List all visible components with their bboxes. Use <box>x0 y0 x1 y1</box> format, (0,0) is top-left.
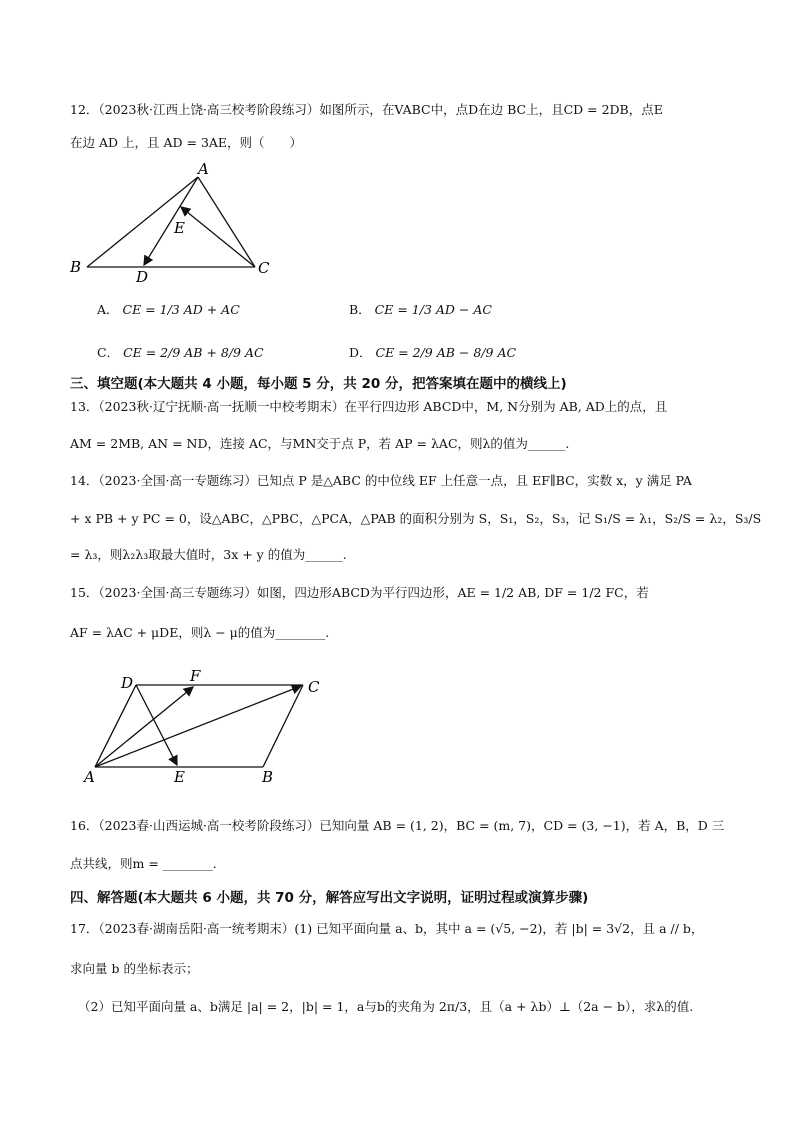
q12-triangle-figure <box>60 155 290 285</box>
q15-label-e: E <box>174 768 185 785</box>
q15-vector-de <box>136 685 177 765</box>
section4-heading: 四、解答题(本大题共 6 小题，共 70 分，解答应写出文字说明，证明过程或演算步骤) <box>70 890 589 906</box>
q16-line2: 点共线，则m = ________. <box>70 856 217 871</box>
q12-option-c[interactable] <box>97 343 264 361</box>
q12-line2: 在边 AD 上，且 AD = 3AE，则（ ） <box>70 135 303 150</box>
option-expr: CE = 2/9 AB − 8/9 AC <box>375 345 517 360</box>
q15-label-c: C <box>308 678 320 696</box>
q15-side-ad <box>95 685 136 767</box>
q12-side-ac <box>198 177 255 267</box>
q17-line2: 求向量 b 的坐标表示； <box>70 961 199 976</box>
q15-line1: 15．（2023·全国·高三专题练习）如图，四边形ABCD为平行四边形，AE = 1/2 AB, DF = 1/2 FC，若 <box>70 585 649 600</box>
q14-line2: + x PB + y PC = 0，设△ABC，△PBC，△PCA，△PAB 的面积分别为 S，S₁，S₂，S₃，记 S₁/S = λ₁，S₂/S = λ₂，S₃/S <box>70 511 762 526</box>
q15-label-f: F <box>190 667 201 685</box>
q17-line3: （2）已知平面向量 a、b满足 |a| = 2，|b| = 1，a与b的夹角为 2π/3，且（a + λb）⊥（2a − b），求λ的值. <box>78 999 694 1014</box>
option-expr: CE = 2/9 AB + 8/9 AC <box>123 345 264 360</box>
option-label: D． <box>349 345 372 360</box>
q12-option-d[interactable] <box>349 343 516 361</box>
q12-label-e: E <box>174 219 185 237</box>
option-expr: CE = 1/3 AD − AC <box>374 302 492 317</box>
option-label: C． <box>97 345 120 360</box>
q15-side-bc <box>263 685 303 767</box>
q15-line2: AF = λAC + μDE，则λ − μ的值为________. <box>70 625 330 640</box>
q15-label-b: B <box>262 768 274 785</box>
q14-line3: = λ₃，则λ₂λ₃取最大值时，3x + y 的值为______. <box>70 547 347 562</box>
q12-label-a: A <box>198 160 209 178</box>
q12-vector-ce <box>181 207 255 267</box>
q12-line1: 12．（2023秋·江西上饶·高三校考阶段练习）如图所示，在VABC中，点D在边 BC上，且CD = 2DB，点E <box>70 102 663 117</box>
section3-heading: 三、填空题(本大题共 4 小题，每小题 5 分，共 20 分，把答案填在题中的横线上) <box>70 376 567 392</box>
q15-label-a: A <box>84 768 95 785</box>
q15-vector-ac <box>95 686 301 767</box>
q13-line2: AM = 2MB, AN = ND，连接 AC，与MN交于点 P，若 AP = λAC，则λ的值为______. <box>70 436 570 451</box>
q14-line1: 14．（2023·全国·高一专题练习）已知点 P 是△ABC 的中位线 EF 上任意一点，且 EF∥BC，实数 x，y 满足 PA <box>70 473 692 488</box>
q12-label-d: D <box>136 268 149 285</box>
q12-label-c: C <box>258 259 270 277</box>
q15-vector-af <box>95 687 193 767</box>
option-label: A． <box>97 302 119 317</box>
q15-label-d: D <box>121 674 134 692</box>
q12-vector-ad <box>144 177 198 265</box>
q12-option-b[interactable] <box>349 300 492 318</box>
q16-line1: 16．（2023春·山西运城·高一校考阶段练习）已知向量 AB = (1, 2)，BC = (m, 7)，CD = (3, −1)，若 A，B，D 三 <box>70 818 725 833</box>
q12-label-b: B <box>70 258 82 276</box>
q12-option-a[interactable] <box>97 300 240 318</box>
option-expr: CE = 1/3 AD + AC <box>122 302 240 317</box>
q17-line1: 17．（2023春·湖南岳阳·高一统考期末）(1) 已知平面向量 a、b，其中 a = (√5, −2)，若 |b| = 3√2，且 a // b， <box>70 921 704 936</box>
q15-parallelogram-figure <box>75 665 335 785</box>
option-label: B． <box>349 302 371 317</box>
q13-line1: 13．（2023秋·辽宁抚顺·高一抚顺一中校考期末）在平行四边形 ABCD中，M, N分别为 AB, AD上的点，且 <box>70 399 668 414</box>
